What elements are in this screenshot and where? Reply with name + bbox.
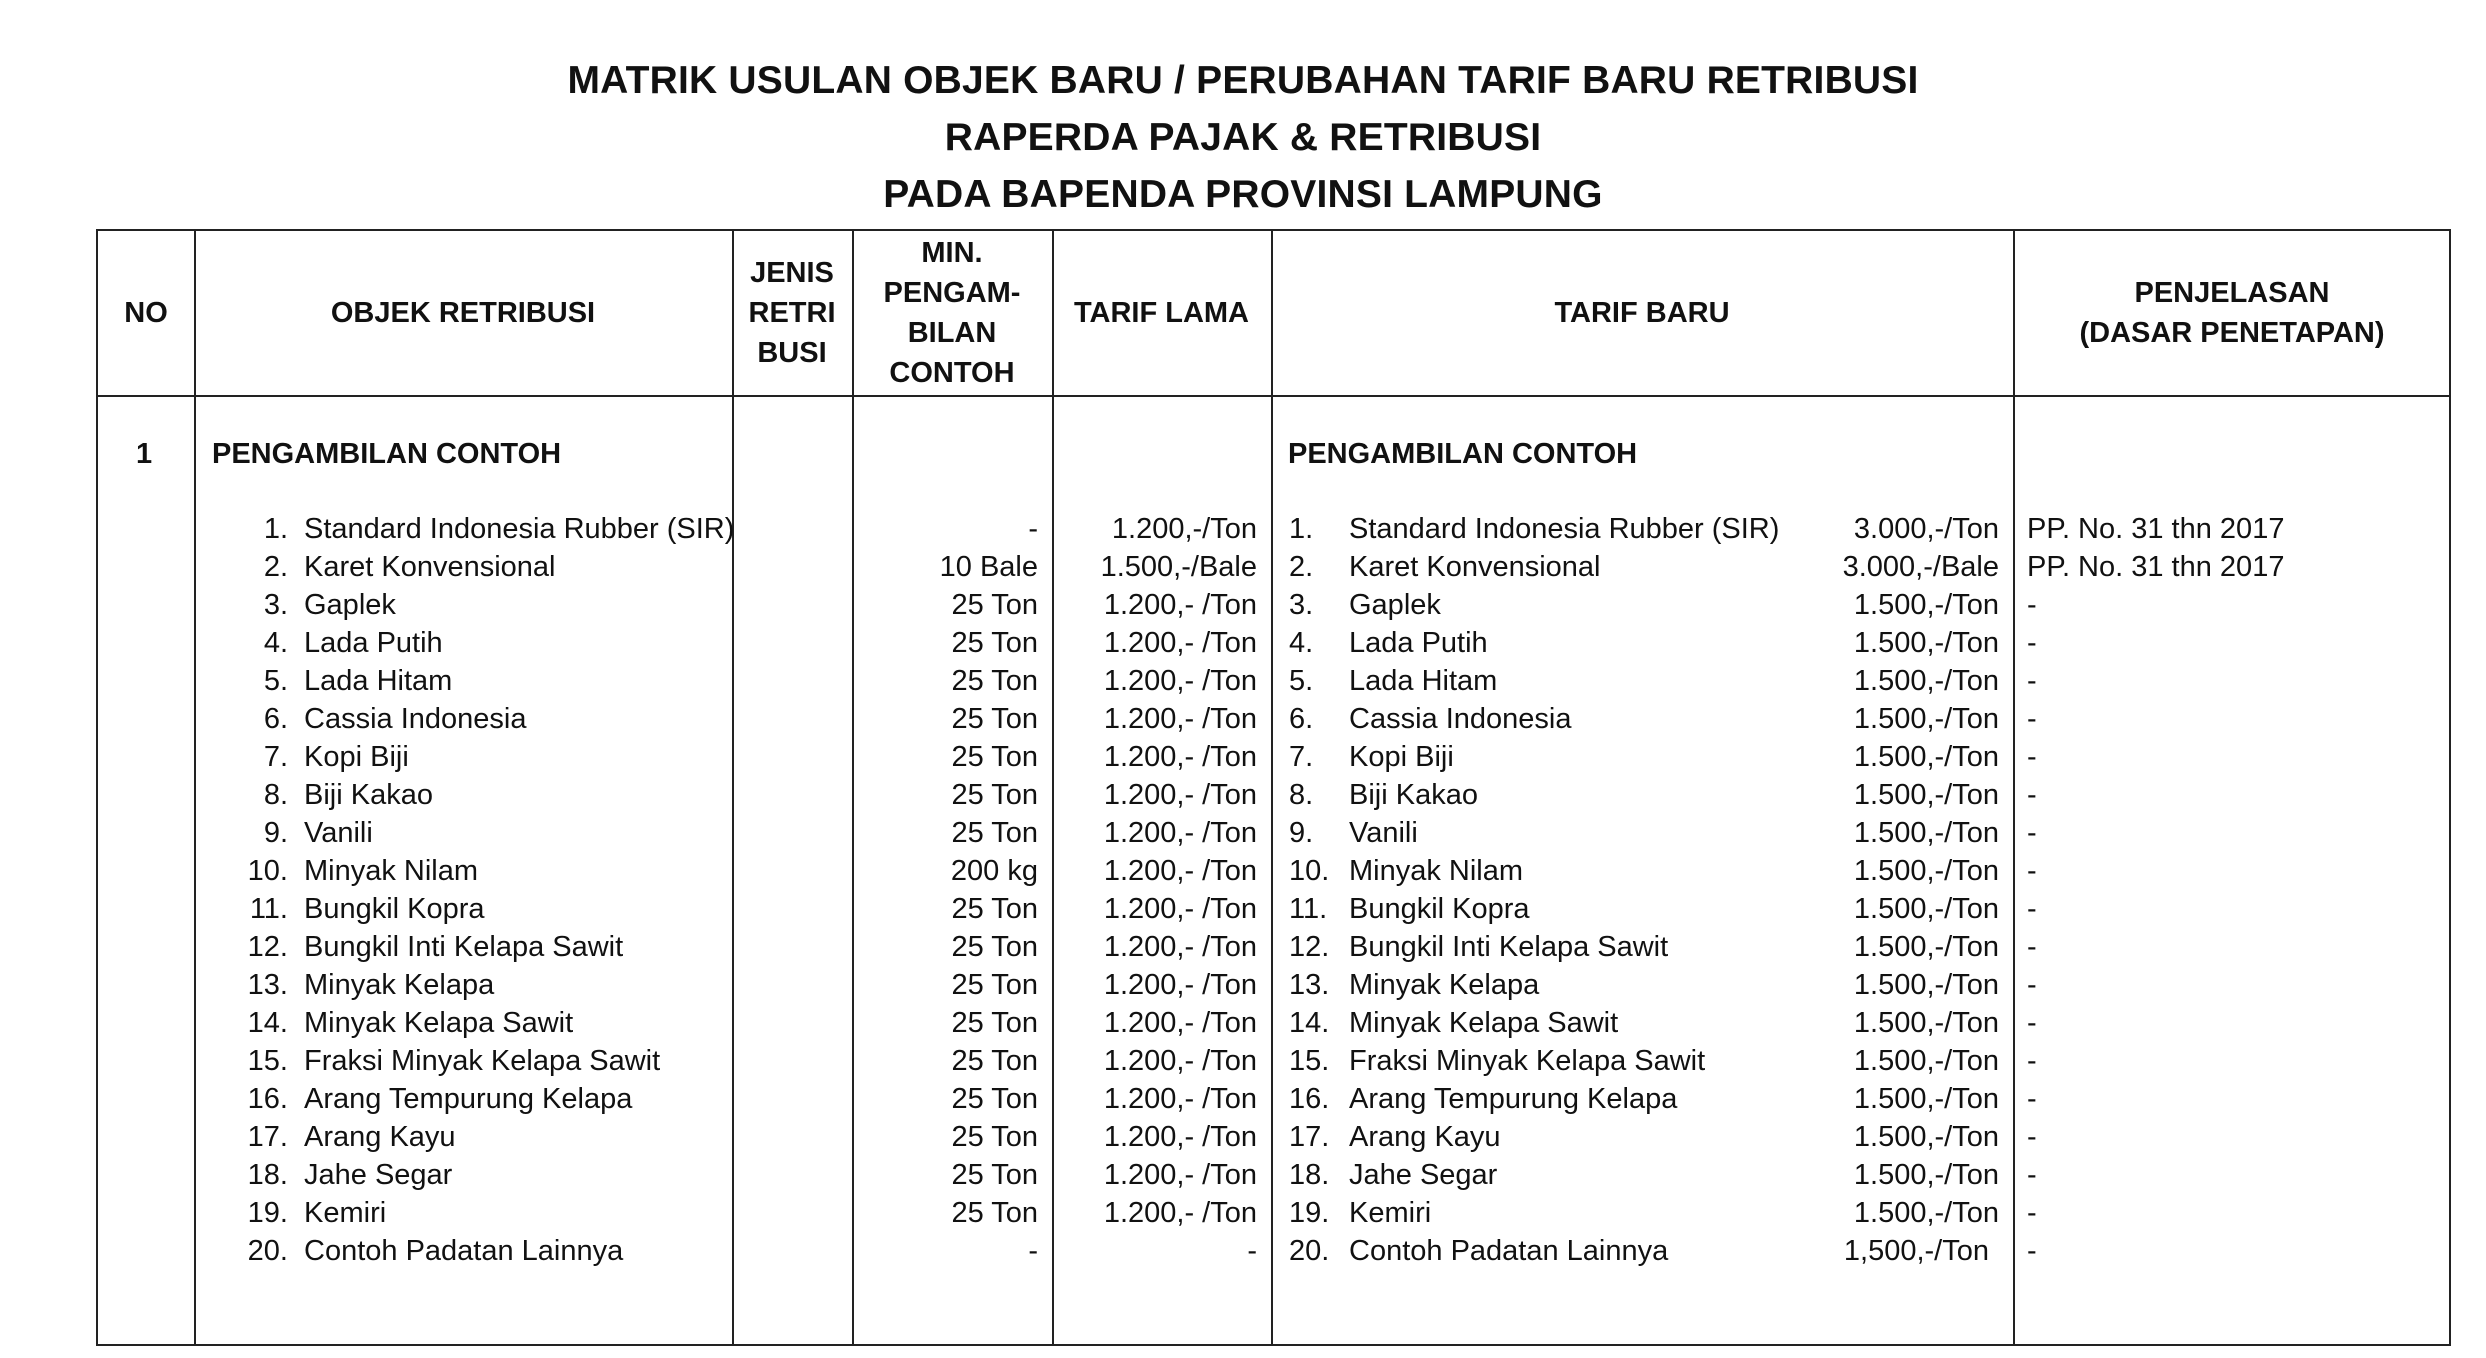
item-dasar: - <box>2027 969 2037 1001</box>
item-number-baru: 9. <box>1289 817 1314 849</box>
dasar-list <box>2013 510 2451 1270</box>
table-row <box>1271 1232 2013 1270</box>
table-row <box>1271 548 2013 586</box>
item-name-baru: Vanili <box>1349 817 1418 849</box>
table-row <box>2013 700 2451 738</box>
item-number-baru: 19. <box>1289 1197 1330 1229</box>
item-name-baru: Jahe Segar <box>1349 1159 1498 1191</box>
table-row <box>852 814 1052 852</box>
item-min-sample: 25 Ton <box>951 589 1038 621</box>
table-row <box>852 928 1052 966</box>
item-min-sample: 25 Ton <box>951 969 1038 1001</box>
item-tarif-lama: 1.200,- /Ton <box>1103 1007 1257 1039</box>
table-row <box>852 1004 1052 1042</box>
item-name-baru: Minyak Kelapa <box>1349 969 1540 1001</box>
item-number: 5. <box>263 665 288 697</box>
item-name: Vanili <box>304 817 373 849</box>
table-row <box>2013 966 2451 1004</box>
item-tarif-lama: 1.200,- /Ton <box>1103 931 1257 963</box>
item-tarif-baru: 1.500,-/Ton <box>1853 1197 1999 1229</box>
col-divider <box>732 231 734 1344</box>
table-row <box>2013 852 2451 890</box>
table-row <box>1052 814 1271 852</box>
min-list <box>852 510 1052 1270</box>
table-row <box>1052 662 1271 700</box>
table-row <box>852 1042 1052 1080</box>
header-jenis-line: BUSI <box>757 337 827 369</box>
title-line-1: MATRIK USULAN OBJEK BARU / PERUBAHAN TARIF BARU RETRIBUSI <box>567 59 1919 102</box>
table-row <box>1052 1156 1271 1194</box>
item-tarif-baru: 1.500,-/Ton <box>1853 741 1999 773</box>
item-dasar: PP. No. 31 thn 2017 <box>2027 551 2285 583</box>
table-row <box>2013 1156 2451 1194</box>
item-dasar: - <box>2027 741 2037 773</box>
item-number: 8. <box>263 779 288 811</box>
item-number: 15. <box>247 1045 288 1077</box>
item-number-baru: 17. <box>1289 1121 1330 1153</box>
item-tarif-baru: 1.500,-/Ton <box>1853 1045 1999 1077</box>
item-min-sample: 25 Ton <box>951 1083 1038 1115</box>
item-name: Bungkil Kopra <box>304 893 485 925</box>
item-name: Standard Indonesia Rubber (SIR) <box>304 513 735 545</box>
item-dasar: - <box>2027 855 2037 887</box>
item-number: 4. <box>263 627 288 659</box>
table-row <box>2013 1194 2451 1232</box>
item-name: Karet Konvensional <box>304 551 556 583</box>
item-tarif-baru: 1.500,-/Ton <box>1853 817 1999 849</box>
item-tarif-lama: 1.200,- /Ton <box>1103 703 1257 735</box>
header-penjelasan-line: (DASAR PENETAPAN) <box>2079 317 2385 349</box>
table-row <box>1052 966 1271 1004</box>
item-name-baru: Minyak Kelapa Sawit <box>1349 1007 1619 1039</box>
table-row <box>1052 890 1271 928</box>
item-dasar: - <box>2027 665 2037 697</box>
tarif-baru-list <box>1271 510 2013 1270</box>
table-row <box>2013 624 2451 662</box>
table-row <box>852 662 1052 700</box>
header-tarif-lama <box>1052 231 1271 395</box>
table-row <box>852 1080 1052 1118</box>
table-row <box>852 776 1052 814</box>
item-name-baru: Gaplek <box>1349 589 1441 621</box>
item-tarif-lama: 1.200,- /Ton <box>1103 893 1257 925</box>
table-row <box>1271 814 2013 852</box>
retribusi-table <box>96 229 2451 1346</box>
item-number: 12. <box>247 931 288 963</box>
item-tarif-baru: 1.500,-/Ton <box>1853 627 1999 659</box>
item-name-baru: Arang Tempurung Kelapa <box>1349 1083 1678 1115</box>
item-number-baru: 1. <box>1289 513 1314 545</box>
header-min-line: CONTOH <box>889 357 1015 389</box>
item-dasar: - <box>2027 931 2037 963</box>
item-tarif-lama: 1.200,- /Ton <box>1103 779 1257 811</box>
item-number: 19. <box>247 1197 288 1229</box>
table-row <box>194 1232 732 1270</box>
item-dasar: - <box>2027 1197 2037 1229</box>
table-row <box>2013 814 2451 852</box>
table-row <box>1271 1080 2013 1118</box>
item-dasar: - <box>2027 1007 2037 1039</box>
item-number: 10. <box>247 855 288 887</box>
item-name: Minyak Nilam <box>304 855 479 887</box>
table-row <box>1271 510 2013 548</box>
item-name-baru: Biji Kakao <box>1349 779 1478 811</box>
item-number-baru: 5. <box>1289 665 1314 697</box>
item-name: Kemiri <box>304 1197 387 1229</box>
item-name: Kopi Biji <box>304 741 409 773</box>
item-min-sample: 25 Ton <box>951 779 1038 811</box>
item-number: 17. <box>247 1121 288 1153</box>
table-row <box>194 1004 732 1042</box>
item-name: Lada Hitam <box>304 665 453 697</box>
item-number: 1. <box>263 513 288 545</box>
tarif-lama-list <box>1052 510 1271 1270</box>
item-number-baru: 20. <box>1289 1235 1330 1267</box>
table-row <box>2013 548 2451 586</box>
item-tarif-baru: 3.000,-/Bale <box>1842 551 1999 583</box>
table-row <box>1271 586 2013 624</box>
item-dasar: - <box>2027 627 2037 659</box>
table-row <box>1052 1004 1271 1042</box>
item-dasar: - <box>2027 589 2037 621</box>
table-row <box>852 624 1052 662</box>
table-row <box>2013 928 2451 966</box>
item-number: 9. <box>263 817 288 849</box>
table-row <box>194 1042 732 1080</box>
item-tarif-lama: 1.200,- /Ton <box>1103 969 1257 1001</box>
item-number-baru: 18. <box>1289 1159 1330 1191</box>
header-min-line: BILAN <box>907 317 997 349</box>
item-tarif-baru: 1.500,-/Ton <box>1853 969 1999 1001</box>
item-number: 3. <box>263 589 288 621</box>
table-row <box>1271 1004 2013 1042</box>
item-name: Gaplek <box>304 589 396 621</box>
table-row <box>194 814 732 852</box>
table-row <box>2013 738 2451 776</box>
table-row <box>852 586 1052 624</box>
item-number-baru: 16. <box>1289 1083 1330 1115</box>
table-row <box>1271 624 2013 662</box>
table-row <box>1052 700 1271 738</box>
table-row <box>2013 890 2451 928</box>
table-row <box>194 928 732 966</box>
table-row <box>2013 662 2451 700</box>
item-number-baru: 2. <box>1289 551 1314 583</box>
table-row <box>852 738 1052 776</box>
table-row <box>1271 852 2013 890</box>
item-name-baru: Bungkil Kopra <box>1349 893 1530 925</box>
item-name-baru: Karet Konvensional <box>1349 551 1601 583</box>
item-name-baru: Lada Hitam <box>1349 665 1498 697</box>
item-name-baru: Kemiri <box>1349 1197 1432 1229</box>
item-dasar: - <box>2027 779 2037 811</box>
item-min-sample: 25 Ton <box>951 1045 1038 1077</box>
item-dasar: - <box>2027 703 2037 735</box>
item-tarif-baru: 1,500,-/Ton <box>1843 1235 1989 1267</box>
table-row <box>2013 1080 2451 1118</box>
item-min-sample: 25 Ton <box>951 817 1038 849</box>
header-min <box>852 231 1052 395</box>
item-number: 7. <box>263 741 288 773</box>
header-penjelasan <box>2013 231 2451 395</box>
table-row <box>194 966 732 1004</box>
item-number: 2. <box>263 551 288 583</box>
item-tarif-baru: 1.500,-/Ton <box>1853 1121 1999 1153</box>
table-row <box>852 548 1052 586</box>
objek-list <box>194 510 735 1270</box>
table-row <box>2013 1042 2451 1080</box>
item-name: Biji Kakao <box>304 779 433 811</box>
item-min-sample: 25 Ton <box>951 741 1038 773</box>
item-number-baru: 11. <box>1289 893 1328 925</box>
item-tarif-lama: 1.200,- /Ton <box>1103 1197 1257 1229</box>
item-number: 18. <box>247 1159 288 1191</box>
item-name: Contoh Padatan Lainnya <box>304 1235 624 1267</box>
table-row <box>2013 1118 2451 1156</box>
table-row <box>1052 1080 1271 1118</box>
header-tarif-baru <box>1271 231 2013 395</box>
item-name: Lada Putih <box>304 627 443 659</box>
item-tarif-baru: 1.500,-/Ton <box>1853 893 1999 925</box>
item-number-baru: 4. <box>1289 627 1314 659</box>
item-dasar: - <box>2027 1121 2037 1153</box>
item-name-baru: Lada Putih <box>1349 627 1488 659</box>
table-row <box>1052 1042 1271 1080</box>
table-row <box>1052 510 1271 548</box>
item-number-baru: 12. <box>1289 931 1330 963</box>
table-row <box>1052 586 1271 624</box>
header-jenis-line: RETRI <box>748 297 836 329</box>
item-dasar: - <box>2027 1045 2037 1077</box>
item-tarif-lama: 1.200,- /Ton <box>1103 1159 1257 1191</box>
item-number-baru: 7. <box>1289 741 1314 773</box>
header-penjelasan-line: PENJELASAN <box>2134 277 2330 309</box>
item-number: 11. <box>249 893 288 925</box>
table-row <box>194 586 732 624</box>
item-name-baru: Minyak Nilam <box>1349 855 1524 887</box>
table-row <box>852 852 1052 890</box>
item-min-sample: 25 Ton <box>951 1007 1038 1039</box>
table-row <box>194 510 735 548</box>
item-tarif-lama: 1.500,-/Bale <box>1100 551 1257 583</box>
item-min-sample: 25 Ton <box>951 627 1038 659</box>
item-min-sample: - <box>1028 1235 1038 1267</box>
table-row <box>1271 890 2013 928</box>
header-tarif-lama-label: TARIF LAMA <box>1073 297 1250 329</box>
table-row <box>194 624 732 662</box>
table-row <box>194 738 732 776</box>
item-tarif-lama: 1.200,- /Ton <box>1103 1121 1257 1153</box>
item-tarif-baru: 3.000,-/Ton <box>1853 513 1999 545</box>
item-min-sample: 25 Ton <box>951 665 1038 697</box>
item-tarif-lama: 1.200,-/Ton <box>1111 513 1257 545</box>
table-row <box>852 1232 1052 1270</box>
item-name: Bungkil Inti Kelapa Sawit <box>304 931 624 963</box>
item-tarif-baru: 1.500,-/Ton <box>1853 1083 1999 1115</box>
header-divider <box>98 395 2449 397</box>
item-tarif-lama: 1.200,- /Ton <box>1103 817 1257 849</box>
table-row <box>852 1118 1052 1156</box>
item-name-baru: Standard Indonesia Rubber (SIR) <box>1349 513 1780 545</box>
item-tarif-lama: 1.200,- /Ton <box>1103 1045 1257 1077</box>
table-row <box>1052 548 1271 586</box>
item-number: 13. <box>247 969 288 1001</box>
item-tarif-baru: 1.500,-/Ton <box>1853 703 1999 735</box>
table-row <box>1271 700 2013 738</box>
table-row <box>852 510 1052 548</box>
item-min-sample: 25 Ton <box>951 931 1038 963</box>
table-row <box>1271 776 2013 814</box>
item-min-sample: 25 Ton <box>951 893 1038 925</box>
item-number: 20. <box>247 1235 288 1267</box>
table-row <box>1271 662 2013 700</box>
item-number: 6. <box>263 703 288 735</box>
header-no-label: NO <box>124 297 168 329</box>
title-line-2: RAPERDA PAJAK & RETRIBUSI <box>944 116 1542 159</box>
section-title-baru: PENGAMBILAN CONTOH <box>1288 438 1638 470</box>
table-row <box>2013 776 2451 814</box>
item-min-sample: 25 Ton <box>951 703 1038 735</box>
table-row <box>194 548 732 586</box>
table-row <box>194 1194 732 1232</box>
item-tarif-lama: - <box>1247 1235 1257 1267</box>
table-row <box>194 890 732 928</box>
table-row <box>1052 852 1271 890</box>
table-row <box>1271 966 2013 1004</box>
item-name: Arang Kayu <box>304 1121 456 1153</box>
item-name-baru: Arang Kayu <box>1349 1121 1501 1153</box>
section-title: PENGAMBILAN CONTOH <box>212 438 562 470</box>
item-name-baru: Bungkil Inti Kelapa Sawit <box>1349 931 1669 963</box>
header-objek-label: OBJEK RETRIBUSI <box>330 297 596 329</box>
table-row <box>194 852 732 890</box>
item-number-baru: 13. <box>1289 969 1330 1001</box>
item-number: 16. <box>247 1083 288 1115</box>
item-tarif-lama: 1.200,- /Ton <box>1103 1083 1257 1115</box>
table-row <box>1052 624 1271 662</box>
item-min-sample: 200 kg <box>950 855 1038 887</box>
table-row <box>2013 1232 2451 1270</box>
item-number-baru: 6. <box>1289 703 1314 735</box>
table-row <box>194 1156 732 1194</box>
item-tarif-lama: 1.200,- /Ton <box>1103 741 1257 773</box>
document-title <box>0 52 2486 223</box>
item-dasar: - <box>2027 893 2037 925</box>
header-tarif-baru-label: TARIF BARU <box>1554 297 1730 329</box>
table-row <box>1052 738 1271 776</box>
table-row <box>1271 1156 2013 1194</box>
table-row <box>1052 776 1271 814</box>
item-name-baru: Cassia Indonesia <box>1349 703 1572 735</box>
item-tarif-baru: 1.500,-/Ton <box>1853 931 1999 963</box>
table-row <box>1052 1118 1271 1156</box>
item-tarif-baru: 1.500,-/Ton <box>1853 589 1999 621</box>
table-row <box>1271 1118 2013 1156</box>
table-row <box>2013 586 2451 624</box>
item-number-baru: 14. <box>1289 1007 1330 1039</box>
table-row <box>1052 1232 1271 1270</box>
table-row <box>2013 510 2451 548</box>
item-tarif-lama: 1.200,- /Ton <box>1103 627 1257 659</box>
item-min-sample: 25 Ton <box>951 1159 1038 1191</box>
item-dasar: - <box>2027 1159 2037 1191</box>
item-dasar: - <box>2027 1235 2037 1267</box>
table-row <box>1271 1194 2013 1232</box>
item-tarif-lama: 1.200,- /Ton <box>1103 855 1257 887</box>
item-tarif-baru: 1.500,-/Ton <box>1853 855 1999 887</box>
item-name: Minyak Kelapa Sawit <box>304 1007 574 1039</box>
table-row <box>852 966 1052 1004</box>
table-row <box>194 700 732 738</box>
table-row <box>194 1080 732 1118</box>
table-row <box>1271 928 2013 966</box>
item-min-sample: 25 Ton <box>951 1197 1038 1229</box>
item-name-baru: Contoh Padatan Lainnya <box>1349 1235 1669 1267</box>
table-row <box>1271 1042 2013 1080</box>
title-line-3: PADA BAPENDA PROVINSI LAMPUNG <box>883 173 1603 216</box>
table-row <box>852 700 1052 738</box>
item-tarif-lama: 1.200,- /Ton <box>1103 665 1257 697</box>
item-name: Arang Tempurung Kelapa <box>304 1083 633 1115</box>
item-number-baru: 15. <box>1289 1045 1330 1077</box>
item-tarif-baru: 1.500,-/Ton <box>1853 779 1999 811</box>
item-number-baru: 10. <box>1289 855 1330 887</box>
item-min-sample: - <box>1028 513 1038 545</box>
table-row <box>852 890 1052 928</box>
table-row <box>1052 1194 1271 1232</box>
table-row <box>194 1118 732 1156</box>
header-min-line: MIN. <box>921 237 983 269</box>
table-row <box>852 1156 1052 1194</box>
table-row <box>1052 928 1271 966</box>
item-dasar: - <box>2027 1083 2037 1115</box>
section-number: 1 <box>136 438 153 470</box>
item-number: 14. <box>247 1007 288 1039</box>
item-tarif-baru: 1.500,-/Ton <box>1853 1159 1999 1191</box>
header-min-line: PENGAM- <box>883 277 1021 309</box>
item-name: Jahe Segar <box>304 1159 453 1191</box>
item-tarif-baru: 1.500,-/Ton <box>1853 665 1999 697</box>
item-dasar: - <box>2027 817 2037 849</box>
header-jenis-line: JENIS <box>750 257 834 289</box>
table-row <box>1271 738 2013 776</box>
item-name: Fraksi Minyak Kelapa Sawit <box>304 1045 661 1077</box>
item-name-baru: Fraksi Minyak Kelapa Sawit <box>1349 1045 1706 1077</box>
item-number-baru: 8. <box>1289 779 1314 811</box>
item-tarif-lama: 1.200,- /Ton <box>1103 589 1257 621</box>
item-name: Cassia Indonesia <box>304 703 527 735</box>
header-jenis <box>732 231 852 395</box>
header-objek <box>194 231 732 395</box>
item-min-sample: 10 Bale <box>939 551 1038 583</box>
table-row <box>194 776 732 814</box>
table-row <box>852 1194 1052 1232</box>
item-number-baru: 3. <box>1289 589 1314 621</box>
item-min-sample: 25 Ton <box>951 1121 1038 1153</box>
item-name-baru: Kopi Biji <box>1349 741 1454 773</box>
header-no <box>98 231 194 395</box>
item-tarif-baru: 1.500,-/Ton <box>1853 1007 1999 1039</box>
table-row <box>2013 1004 2451 1042</box>
item-dasar: PP. No. 31 thn 2017 <box>2027 513 2285 545</box>
table-row <box>194 662 732 700</box>
item-name: Minyak Kelapa <box>304 969 495 1001</box>
